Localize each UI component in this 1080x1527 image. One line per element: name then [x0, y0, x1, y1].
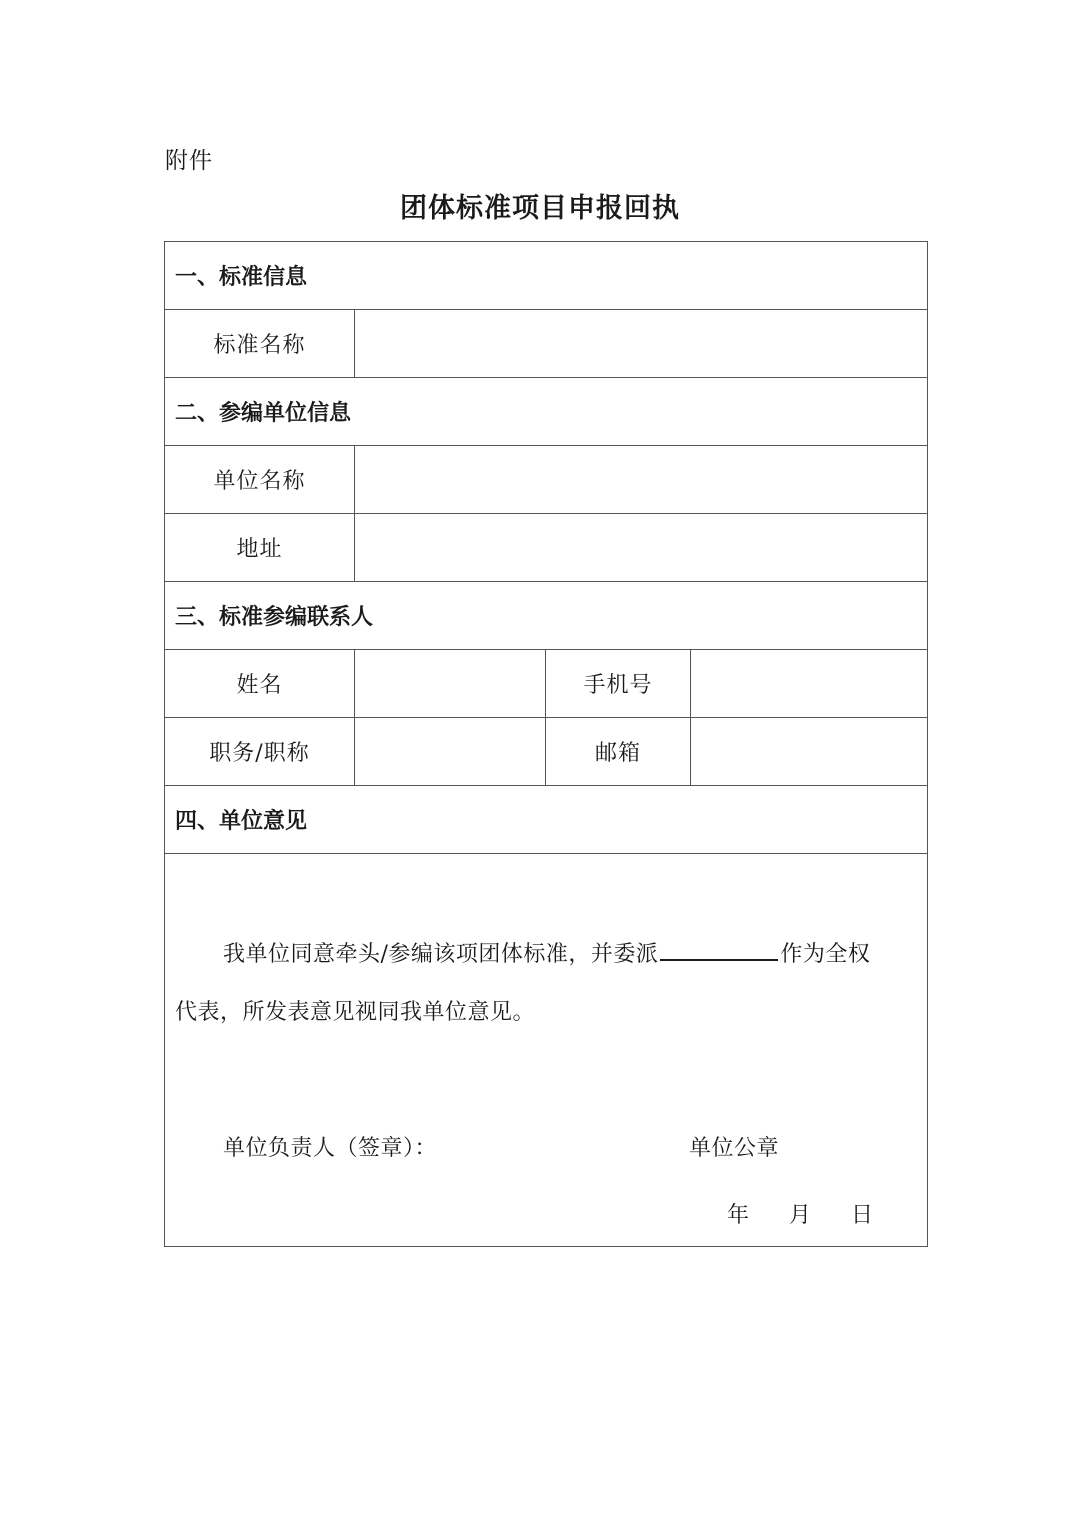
opinion-body	[165, 854, 928, 1247]
standard-name-label: 标准名称	[165, 310, 355, 378]
section-unit-info	[165, 378, 928, 446]
unit-name-label: 单位名称	[165, 446, 355, 514]
attachment-label: 附件	[165, 148, 213, 174]
date-year: 年	[727, 1203, 750, 1228]
section-heading-contact: 三、标准参编联系人	[165, 582, 928, 650]
job-title-field[interactable]	[355, 718, 546, 786]
section-heading-unit-info: 二、参编单位信息	[165, 378, 928, 446]
row-name-phone	[165, 650, 928, 718]
section-standard-info	[165, 242, 928, 310]
opinion-statement-line1	[223, 937, 870, 968]
seal-label: 单位公章	[689, 1136, 780, 1161]
section-heading-standard-info: 一、标准信息	[165, 242, 928, 310]
representative-blank[interactable]	[660, 937, 778, 961]
signer-label: 单位负责人（签章）：	[223, 1136, 438, 1161]
contact-name-field[interactable]	[355, 650, 546, 718]
row-unit-name	[165, 446, 928, 514]
email-label: 邮箱	[546, 718, 691, 786]
opinion-content	[165, 854, 927, 1246]
application-form-table	[164, 241, 928, 1247]
email-field[interactable]	[691, 718, 928, 786]
row-opinion-body	[165, 854, 928, 1247]
unit-name-field[interactable]	[355, 446, 928, 514]
phone-label: 手机号	[546, 650, 691, 718]
statement-part1: 我单位同意牵头/参编该项团体标准，并委派	[223, 942, 659, 967]
opinion-statement-line2: 代表，所发表意见视同我单位意见。	[175, 1000, 536, 1025]
date-month: 月	[789, 1203, 812, 1228]
standard-name-field[interactable]	[355, 310, 928, 378]
date-day: 日	[851, 1203, 874, 1228]
section-contact	[165, 582, 928, 650]
section-heading-opinion: 四、单位意见	[165, 786, 928, 854]
date-line	[727, 1198, 873, 1229]
section-opinion	[165, 786, 928, 854]
row-standard-name	[165, 310, 928, 378]
statement-part2: 作为全权	[780, 942, 871, 967]
job-title-label: 职务/职称	[165, 718, 355, 786]
document-title: 团体标准项目申报回执	[400, 193, 680, 224]
phone-field[interactable]	[691, 650, 928, 718]
contact-name-label: 姓名	[165, 650, 355, 718]
address-label: 地址	[165, 514, 355, 582]
address-field[interactable]	[355, 514, 928, 582]
row-address	[165, 514, 928, 582]
row-title-email	[165, 718, 928, 786]
